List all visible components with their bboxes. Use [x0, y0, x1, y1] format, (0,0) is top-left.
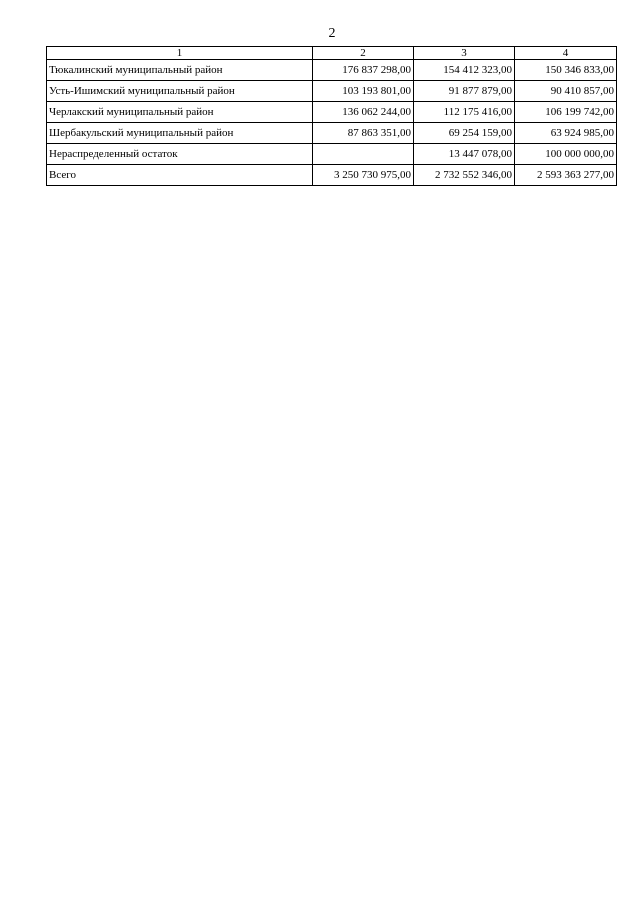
column-header-1: 1 [47, 47, 313, 60]
amount-col-2: 176 837 298,00 [313, 60, 414, 81]
amount-col-3: 91 877 879,00 [414, 81, 515, 102]
table-row [47, 123, 617, 144]
column-header-2: 2 [313, 47, 414, 60]
amount-col-2: 103 193 801,00 [313, 81, 414, 102]
total-col-4: 2 593 363 277,00 [515, 165, 617, 186]
table-total-row [47, 165, 617, 186]
total-col-2: 3 250 730 975,00 [313, 165, 414, 186]
district-name: Тюкалинский муниципальный район [47, 60, 313, 81]
amount-col-4: 106 199 742,00 [515, 102, 617, 123]
unallocated-remainder-label: Нераспределенный остаток [47, 144, 313, 165]
district-name: Усть-Ишимский муниципальный район [47, 81, 313, 102]
amount-col-2 [313, 144, 414, 165]
total-label: Всего [47, 165, 313, 186]
table-row [47, 102, 617, 123]
table-header-row [47, 47, 617, 60]
district-name: Черлакский муниципальный район [47, 102, 313, 123]
amount-col-4: 90 410 857,00 [515, 81, 617, 102]
amount-col-2: 136 062 244,00 [313, 102, 414, 123]
table-row [47, 60, 617, 81]
column-header-4: 4 [515, 47, 617, 60]
amount-col-3: 112 175 416,00 [414, 102, 515, 123]
page-number: 2 [328, 26, 336, 41]
budget-table [46, 46, 617, 186]
amount-col-2: 87 863 351,00 [313, 123, 414, 144]
column-header-3: 3 [414, 47, 515, 60]
total-col-3: 2 732 552 346,00 [414, 165, 515, 186]
amount-col-3: 13 447 078,00 [414, 144, 515, 165]
amount-col-3: 154 412 323,00 [414, 60, 515, 81]
amount-col-3: 69 254 159,00 [414, 123, 515, 144]
amount-col-4: 100 000 000,00 [515, 144, 617, 165]
table-row [47, 144, 617, 165]
table-row [47, 81, 617, 102]
amount-col-4: 63 924 985,00 [515, 123, 617, 144]
amount-col-4: 150 346 833,00 [515, 60, 617, 81]
district-name: Шербакульский муниципальный район [47, 123, 313, 144]
